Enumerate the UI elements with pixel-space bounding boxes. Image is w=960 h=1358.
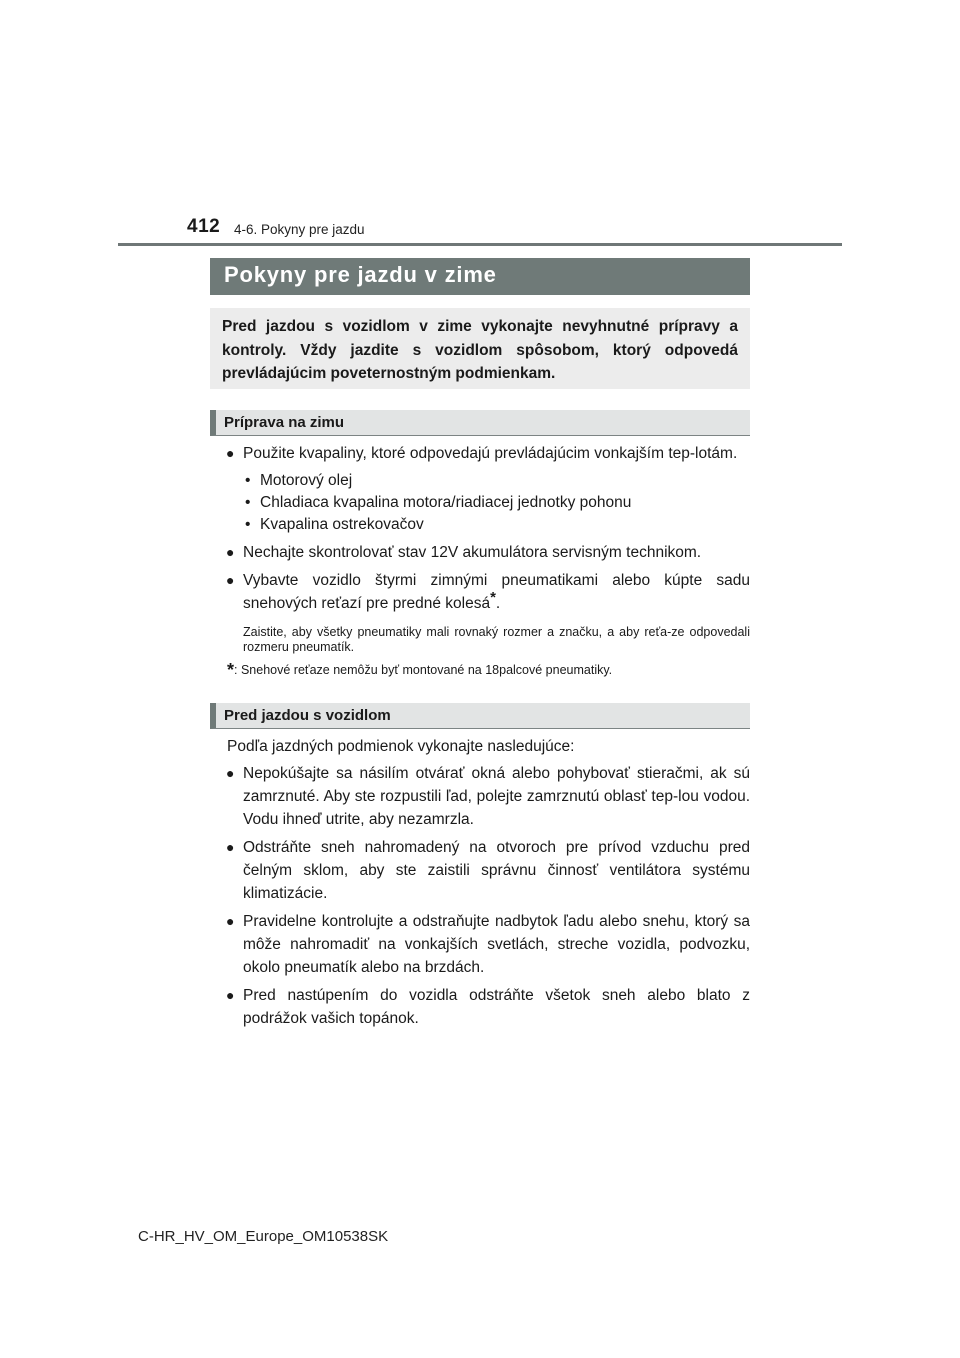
- winter-preparation-content: [210, 442, 750, 678]
- list-item-text: Pred nastúpením do vozidla odstráňte všetok sneh alebo blato z podrážok vašich topánok.: [243, 987, 750, 1027]
- list-item-text: Odstráňte sneh nahromadený na otvoroch pre prívod vzduchu pred čelným sklom, aby ste zaistili správnu činnosť ventilátora systému klimatizácie.: [243, 839, 750, 902]
- before-driving-content: [210, 735, 750, 1035]
- list-item-text: Použite kvapaliny, ktoré odpovedajú prevládajúcim vonkajším tep-lotám.: [243, 445, 738, 462]
- list-item: [210, 442, 750, 465]
- bullet-icon: ●: [226, 839, 235, 855]
- bullet-icon: ●: [226, 544, 235, 560]
- fluid-list: [210, 470, 750, 536]
- list-item: • Kvapalina ostrekovačov: [210, 514, 750, 536]
- footnote-marker: *: [490, 588, 496, 606]
- page-number: 412: [187, 216, 221, 237]
- header-divider: [118, 243, 842, 246]
- list-item-end: .: [495, 595, 501, 612]
- list-item: [210, 762, 750, 831]
- list-item: • Motorový olej: [210, 470, 750, 492]
- bullet-icon: ●: [226, 572, 235, 588]
- bullet-icon: ●: [226, 987, 235, 1003]
- footnote: [210, 660, 750, 680]
- intro-box: [210, 308, 750, 389]
- subheading-winter-preparation: Príprava na zimu: [210, 410, 750, 436]
- chapter-title: 4-6. Pokyny pre jazdu: [234, 222, 365, 237]
- list-item: • Chladiaca kvapalina motora/riadiacej jednotky pohonu: [210, 492, 750, 514]
- tire-note: Zaistite, aby všetky pneumatiky mali rovnaký rozmer a značku, a aby reťa-ze odpovedali rozmeru pneumatík.: [243, 625, 750, 654]
- intro-text: Pred jazdou s vozidlom v zime vykonajte nevyhnutné prípravy a kontroly. Vždy jazdite s vozidlom spôsobom, ktorý odpovedá prevládajúcim poveternostným podmienkam.: [222, 318, 738, 382]
- bullet-icon: ●: [226, 445, 235, 461]
- lead-text: Podľa jazdných podmienok vykonajte nasledujúce:: [227, 738, 575, 755]
- list-item: [210, 836, 750, 905]
- list-item-text: Nechajte skontrolovať stav 12V akumulátora servisným technikom.: [243, 544, 702, 561]
- document-footer: C-HR_HV_OM_Europe_OM10538SK: [138, 1228, 389, 1245]
- section-title: Pokyny pre jazdu v zime: [210, 258, 750, 295]
- list-item: [210, 541, 750, 564]
- list-item-text: Vybavte vozidlo štyrmi zimnými pneumatikami alebo kúpte sadu snehových reťazí pre predné kolesá: [243, 572, 750, 612]
- list-item: [210, 569, 750, 615]
- subheading-before-driving: Pred jazdou s vozidlom: [210, 703, 750, 729]
- list-item: [210, 910, 750, 979]
- footnote-marker: *: [227, 660, 235, 680]
- list-item: [210, 984, 750, 1030]
- bullet-icon: ●: [226, 913, 235, 929]
- list-item-text: Pravidelne kontrolujte a odstraňujte nadbytok ľadu alebo snehu, ktorý sa môže nahromadiť na vonkajších svetlách, streche vozidla, podvozku, okolo pneumatík alebo na brzdách.: [243, 913, 750, 976]
- list-item-text: Nepokúšajte sa násilím otvárať okná alebo pohybovať stieračmi, ak sú zamrznuté. Aby ste rozpustili ľad, polejte zamrznutú oblasť tep-lou vodou. Vodu ihneď utrite, aby nezamrzla.: [243, 765, 750, 828]
- footnote-text: : Snehové reťaze nemôžu byť montované na 18palcové pneumatiky.: [234, 663, 613, 677]
- bullet-icon: ●: [226, 765, 235, 781]
